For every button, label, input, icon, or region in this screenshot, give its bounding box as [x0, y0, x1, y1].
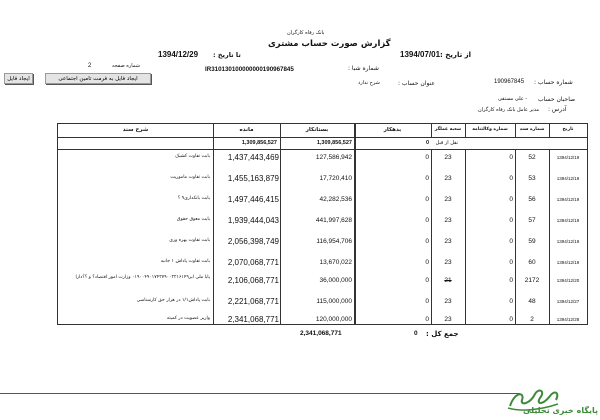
row-doc-no: 2: [530, 316, 534, 323]
row-credit: 115,000,000: [316, 298, 352, 305]
watermark-caption: پایگاه خبری تحلیلی: [523, 406, 598, 415]
row-doc-no: 2172: [524, 277, 540, 284]
row-description: بابت بانکداری۹ ؟: [177, 196, 210, 201]
total-balance: 2,341,068,771: [300, 330, 342, 337]
carry-over-credit: 1,309,856,527: [316, 140, 352, 146]
shaba-label: شماره شبا :: [348, 65, 379, 72]
total-label: جمع کل :: [426, 330, 459, 338]
row-balance: 2,056,398,749: [227, 237, 279, 246]
shaba-number: IR310130100000000190967845: [205, 66, 294, 73]
page-number-label: شماره صفحه: [112, 63, 140, 69]
row-branch: 23: [444, 259, 452, 266]
row-debit: 0: [425, 217, 429, 224]
row-balance: 1,497,446,415: [227, 195, 279, 204]
carry-over-divider: [58, 149, 587, 150]
row-branch: 23: [444, 196, 452, 203]
row-debit: 0: [425, 154, 429, 161]
row-date: 1394/12/19: [556, 239, 580, 244]
row-credit: 120,000,000: [315, 316, 352, 323]
row-description: بابت تفاوت ماموریت: [170, 175, 210, 180]
row-branch: 23: [444, 316, 452, 323]
row-balance: 2,341,068,771: [227, 315, 279, 324]
row-debit: 0: [425, 196, 429, 203]
row-branch: 23: [444, 217, 452, 224]
row-debit: 0: [425, 238, 429, 245]
col-balance: مانده: [239, 127, 254, 133]
address-label: آدرس :: [548, 106, 567, 113]
carry-over-balance: 1,309,856,527: [241, 140, 277, 146]
col-description: شرح سند: [122, 127, 149, 133]
carry-over-debit: 0: [425, 140, 429, 146]
row-date: 1394/12/19: [556, 260, 580, 265]
row-balance: 2,106,068,771: [227, 276, 279, 285]
row-doc-no: 56: [528, 196, 536, 203]
row-doc-no: 48: [528, 298, 536, 305]
row-balance: 2,070,068,771: [227, 258, 279, 267]
row-branch: 21: [444, 277, 452, 284]
row-voucher-no: 0: [509, 259, 513, 266]
row-voucher-no: 0: [509, 196, 513, 203]
row-voucher-no: 0: [509, 316, 513, 323]
row-debit: 0: [425, 298, 429, 305]
account-title-label: عنوان حساب :: [398, 80, 435, 87]
to-date: 1394/12/29: [158, 50, 199, 59]
row-doc-no: 60: [528, 259, 536, 266]
col-credit: بستانکار: [305, 127, 329, 133]
header-divider: [58, 137, 587, 138]
row-description: بابت تفاوت پاداش ۱ جانبه: [160, 259, 210, 264]
row-debit: 0: [425, 277, 429, 284]
row-credit: 17,720,410: [319, 175, 352, 182]
row-branch: 23: [444, 154, 452, 161]
col-debit: بدهکار: [383, 127, 402, 133]
row-doc-no: 57: [528, 217, 536, 224]
from-date: 1394/07/01: [400, 50, 441, 59]
row-voucher-no: 0: [509, 154, 513, 161]
account-owners: - علی مستقی: [498, 96, 528, 102]
from-date-label: از تاریخ :: [440, 51, 472, 59]
row-date: 1394/12/19: [556, 218, 580, 223]
row-date: 1394/12/28: [556, 317, 580, 322]
row-date: 1394/12/19: [556, 176, 580, 181]
account-number-label: شماره حساب :: [534, 79, 573, 86]
row-credit: 36,000,000: [319, 277, 352, 284]
row-description: بابت پاداش۱/۱ در هزار حق کارشناسی: [136, 298, 210, 303]
total-debit: 0: [414, 330, 418, 337]
row-doc-no: 52: [528, 154, 536, 161]
report-title: گزارش صورت حساب مشتری: [268, 39, 391, 49]
row-debit: 0: [425, 259, 429, 266]
row-description: بابت تفاوت کشیک: [175, 154, 210, 159]
row-voucher-no: 0: [509, 175, 513, 182]
row-credit: 127,586,942: [315, 154, 352, 161]
row-date: 1394/12/19: [556, 197, 580, 202]
row-balance: 2,221,068,771: [227, 297, 279, 306]
row-date: 1394/12/27: [556, 299, 580, 304]
row-description: بابت تفاوت بهره وری: [169, 238, 210, 243]
col-branch: شعبه عملگر: [434, 127, 462, 132]
row-description: واریز عضویت در کمیته: [166, 316, 210, 321]
row-credit: 13,670,022: [319, 259, 352, 266]
row-doc-no: 53: [528, 175, 536, 182]
col-voucher-no: شماره وکالتنامه: [472, 127, 508, 132]
row-voucher-no: 0: [509, 298, 513, 305]
row-credit: 116,954,706: [316, 238, 352, 245]
bank-name: بانک رفاه کارگران: [287, 30, 325, 36]
row-date: 1394/12/19: [556, 155, 580, 160]
row-balance: 1,437,443,469: [227, 153, 279, 162]
account-owners-label: صاحبان حساب: [538, 96, 576, 103]
export-file-button[interactable]: ایجاد فایل: [4, 73, 33, 84]
account-title: شرح ندارد: [358, 80, 380, 86]
row-date: 1394/12/20: [556, 278, 580, 283]
row-branch: 23: [444, 175, 452, 182]
account-number: 190967845: [494, 79, 525, 85]
row-description: بابت معوق حقوق: [176, 217, 210, 222]
statement-table: [57, 123, 588, 325]
col-doc-no: شماره سند: [519, 127, 545, 132]
row-debit: 0: [425, 175, 429, 182]
row-balance: 1,455,163,879: [227, 174, 279, 183]
col-date: تاریخ: [562, 127, 574, 132]
row-branch: 23: [444, 238, 452, 245]
row-doc-no: 59: [528, 238, 536, 245]
row-branch: 23: [444, 298, 452, 305]
address: مدیر عامل بانک رفاه کارگران: [478, 107, 540, 113]
row-credit: 441,997,628: [315, 217, 352, 224]
row-voucher-no: 0: [509, 277, 513, 284]
row-voucher-no: 0: [509, 217, 513, 224]
row-debit: 0: [425, 316, 429, 323]
row-balance: 1,939,444,043: [227, 216, 279, 225]
row-description: پایا ملی ایر۰۱۹۰۰۴۹۰۱۷۴۲۷۹۰۰۲۲۱۶۱۴۹ وزارت امور اقتصاد؟ و ؟؟دارا: [75, 275, 210, 280]
row-credit: 42,282,536: [319, 196, 352, 203]
page-number: 2: [88, 63, 92, 69]
carry-over-label: نقل از قبل: [435, 140, 458, 146]
footer-rule: [0, 393, 520, 394]
to-date-label: تا تاریخ :: [213, 51, 241, 59]
watermark-logo: [480, 386, 598, 416]
row-voucher-no: 0: [509, 238, 513, 245]
export-ssn-format-button[interactable]: ایجاد فایل به فرمت تامین اجتماعی: [45, 73, 151, 84]
